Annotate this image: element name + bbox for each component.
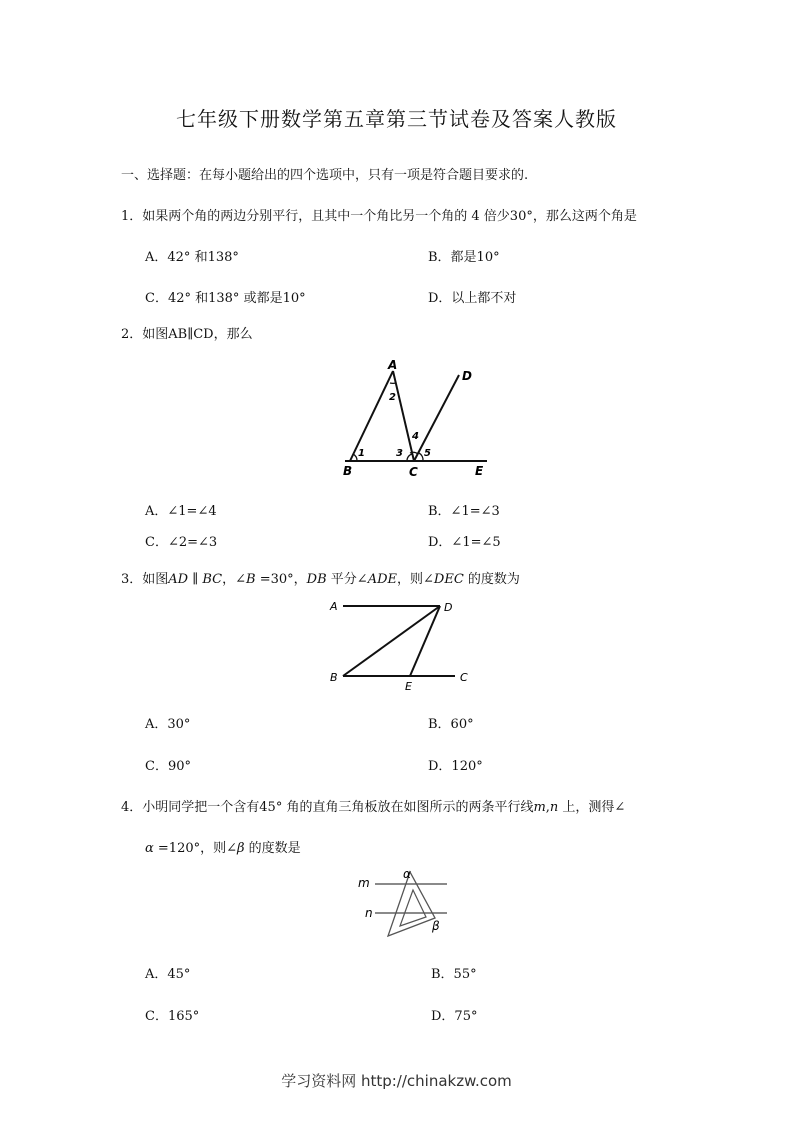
q4-option-d[interactable]: D．75° [431, 1009, 478, 1024]
q3-option-a[interactable]: A．30° [145, 717, 191, 732]
footer-watermark: 学习资料网 http://chinakzw.com [281, 1072, 512, 1090]
q1-option-b[interactable]: B．都是10° [428, 250, 500, 265]
q2-angle-4: 4 [412, 431, 419, 442]
q1-option-d[interactable]: D．以上都不对 [428, 291, 517, 306]
question-4-stem-line-1: 4．小明同学把一个含有45° 角的直角三角板放在如图所示的两条平行线m,n 上，测得∠ [121, 800, 626, 815]
q4-option-b[interactable]: B．55° [431, 967, 477, 982]
q4-figure [355, 864, 455, 940]
q2-option-a[interactable]: A．∠1=∠4 [145, 504, 217, 519]
q2-label-d: D [462, 369, 472, 383]
question-3-stem: 3．如图AD ∥ BC，∠B =30°，DB 平分∠ADE，则∠DEC 的度数为 [121, 572, 520, 587]
q2-angle-2: 2 [389, 392, 396, 403]
question-1-stem: 1．如果两个角的两边分别平行，且其中一个角比另一个角的 4 倍少30°，那么这两个角是 [121, 209, 637, 224]
q2-option-c[interactable]: C．∠2=∠3 [145, 535, 218, 550]
question-2-stem: 2．如图AB∥CD，那么 [121, 327, 253, 342]
q3-label-d: D [444, 601, 453, 614]
q3-option-b[interactable]: B．60° [428, 717, 474, 732]
q4-label-m: m [358, 876, 370, 890]
q2-label-a: A [388, 358, 398, 372]
q2-angle-3: 3 [396, 448, 403, 459]
q2-option-b[interactable]: B．∠1=∠3 [428, 504, 500, 519]
q1-option-c[interactable]: C．42° 和138° 或都是10° [145, 291, 306, 306]
q1-option-a[interactable]: A．42° 和138° [145, 250, 239, 265]
q3-option-d[interactable]: D．120° [428, 759, 483, 774]
q3-figure [325, 596, 480, 693]
q4-label-beta: β [432, 919, 440, 933]
q2-label-e: E [475, 464, 484, 478]
q3-label-b: B [330, 671, 338, 684]
q2-option-d[interactable]: D．∠1=∠5 [428, 535, 501, 550]
q3-label-a: A [330, 600, 338, 613]
q4-option-c[interactable]: C．165° [145, 1009, 200, 1024]
section-heading: 一、选择题：在每小题给出的四个选项中，只有一项是符合题目要求的. [121, 168, 529, 183]
q4-label-n: n [365, 906, 373, 920]
question-4-stem-line-2: α =120°，则∠β 的度数是 [145, 841, 301, 856]
q4-label-alpha: α [403, 867, 411, 881]
q4-option-a[interactable]: A．45° [145, 967, 191, 982]
page-title: 七年级下册数学第五章第三节试卷及答案人教版 [176, 107, 617, 131]
q2-label-c: C [409, 465, 418, 479]
q3-label-e: E [405, 680, 412, 693]
q3-label-c: C [460, 671, 468, 684]
q2-angle-5: 5 [424, 448, 431, 459]
q3-option-c[interactable]: C．90° [145, 759, 191, 774]
q2-figure [335, 355, 505, 480]
q2-label-b: B [343, 464, 353, 478]
q2-angle-1: 1 [358, 448, 365, 459]
